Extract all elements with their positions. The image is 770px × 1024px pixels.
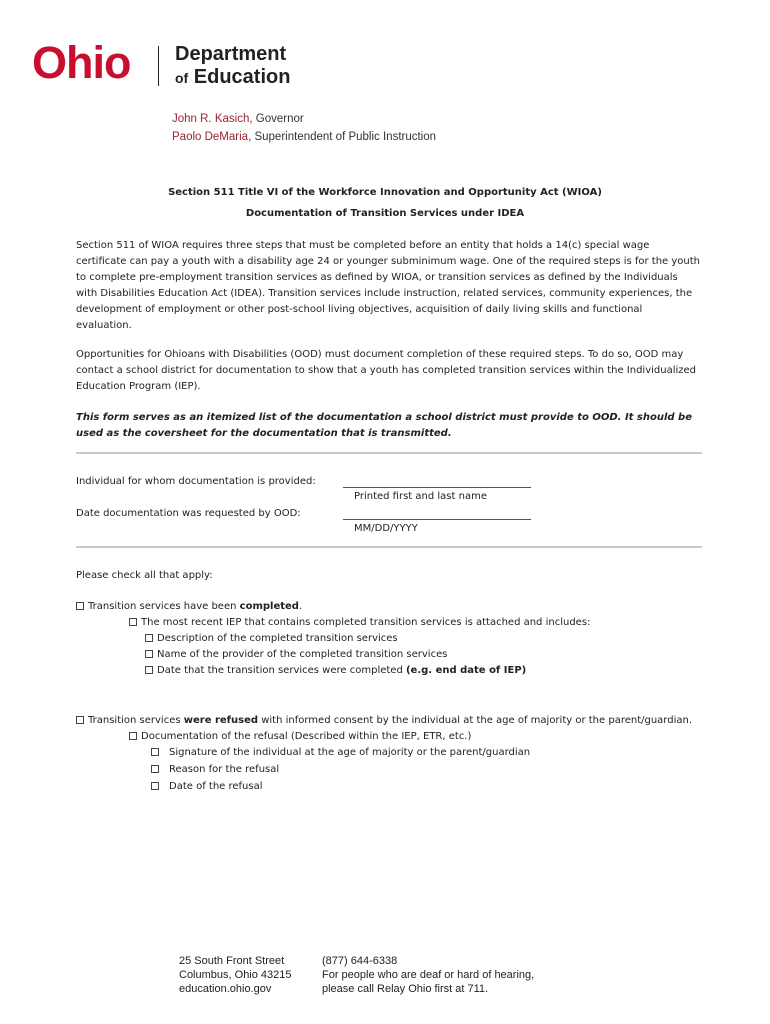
footer-website-link[interactable]: education.ohio.gov [179,983,272,995]
paragraph-wioa-requirements: Section 511 of WIOA requires three steps that must be completed before an entity that holds a 14(c) special wage certificate can pay a youth with a disability age 24 or younger subminimum wage. One of the required steps is for the youth to complete pre-employment transition services as defined by WIOA, or transition services as defined by the Individuals with Disabilities Education Act (IDEA). Transition services include instruction, related services, community experiences, the development of employment or other post-school living objectives, acquisition of daily living skills and functional evaluation. [76,240,701,331]
footer-contact [322,954,534,996]
title-line-1: Section 511 Title VI of the Workforce Innovation and Opportunity Act (WIOA) [168,187,602,198]
completed-checkbox[interactable] [76,602,84,610]
officials-block [172,110,436,146]
divider-bottom [76,546,702,548]
ohio-logo: Ohio [32,37,131,88]
checklist-completed-iep: The most recent IEP that contains completed transition services is attached and includes: [129,616,590,630]
refused-item-2-checkbox[interactable] [151,765,159,773]
checklist-refused-documentation: Documentation of the refusal (Described within the IEP, ETR, etc.) [129,730,471,744]
checklist-refused-item-2: Reason for the refusal [151,763,279,777]
logo-of-education-text: of Education [175,66,291,88]
date-requested-label: Date documentation was requested by OOD: [76,508,301,519]
checklist-intro: Please check all that apply: [76,570,213,581]
logo-divider [158,46,159,86]
superintendent-line: Paolo DeMaria, Superintendent of Public Instruction [172,131,437,143]
footer-relay-line-2: please call Relay Ohio first at 711. [322,983,489,995]
title-line-2: Documentation of Transition Services under IDEA [245,208,525,219]
checklist-completed: Transition services have been completed. [76,600,302,614]
checklist-completed-item-2: Name of the provider of the completed transition services [145,648,447,662]
date-requested-caption: MM/DD/YYYY [354,523,418,534]
date-requested-field[interactable] [343,507,531,520]
footer-address [179,954,292,996]
checklist-refused: Transition services were refused with informed consent by the individual at the age of majority or the parent/guardian. [76,714,692,728]
document-title [0,182,770,224]
footer-city: Columbus, Ohio 43215 [179,969,292,981]
completed-item-1-checkbox[interactable] [145,634,153,642]
completed-item-2-checkbox[interactable] [145,650,153,658]
checklist-refused-item-1: Signature of the individual at the age of majority or the parent/guardian [151,746,530,760]
refused-item-3-checkbox[interactable] [151,782,159,790]
individual-label: Individual for whom documentation is provided: [76,476,316,487]
checklist-refused-item-3: Date of the refusal [151,780,263,794]
divider-top [76,452,702,454]
individual-name-caption: Printed first and last name [354,491,487,502]
footer-street: 25 South Front Street [179,955,285,967]
refused-item-1-checkbox[interactable] [151,748,159,756]
checklist-completed-item-3: Date that the transition services were completed (e.g. end date of IEP) [145,664,526,678]
refused-documentation-checkbox[interactable] [129,732,137,740]
checklist-completed-item-1: Description of the completed transition services [145,632,398,646]
paragraph-form-purpose: This form serves as an itemized list of the documentation a school district must provide to OOD. It should be used as the coversheet for the documentation that is transmitted. [76,412,692,439]
footer-relay-line-1: For people who are deaf or hard of hearing, [322,969,535,981]
paragraph-ood-documentation: Opportunities for Ohioans with Disabilities (OOD) must document completion of these required steps. To do so, OOD may contact a school district for documentation to show that a youth has completed transition services within the Individualized Education Program (IEP). [76,349,697,392]
logo-department-text: Department [175,43,287,65]
department-of-education-wordmark [175,43,290,90]
individual-name-field[interactable] [343,475,531,488]
completed-iep-checkbox[interactable] [129,618,137,626]
refused-checkbox[interactable] [76,716,84,724]
footer-phone: (877) 644-6338 [322,955,398,967]
governor-line: John R. Kasich, Governor [172,113,304,125]
completed-item-3-checkbox[interactable] [145,666,153,674]
